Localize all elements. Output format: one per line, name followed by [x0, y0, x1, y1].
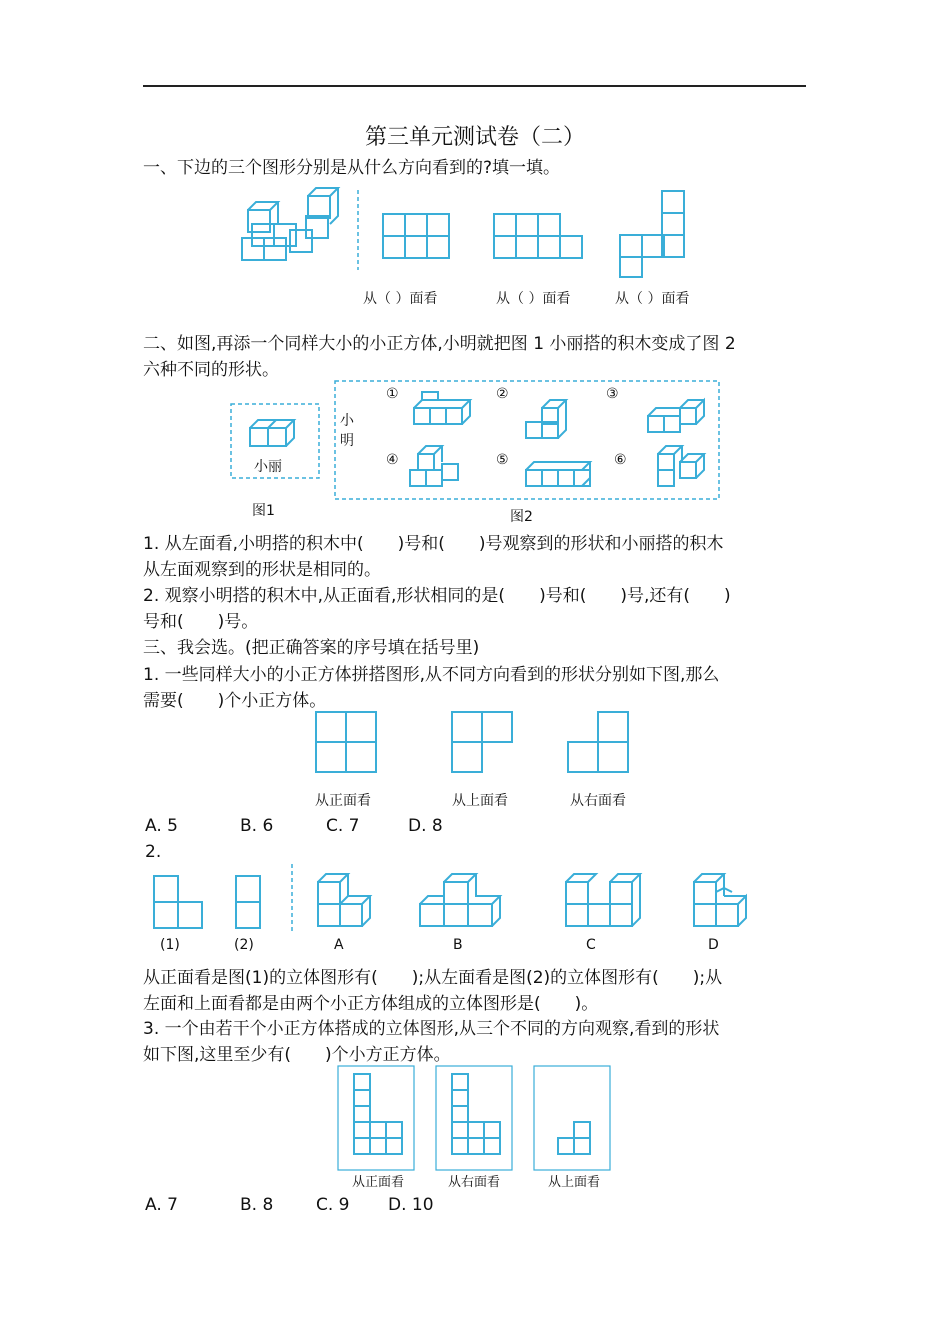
- q3-caption-3: 从上面看: [548, 1175, 601, 1190]
- s3-q2-line2: 左面和上面看都是由两个小正方体组成的立体图形是( )。: [143, 994, 599, 1014]
- q3-caption-1: 从正面看: [352, 1175, 405, 1190]
- q1-caption-3: 从右面看: [570, 793, 626, 809]
- q2-fig-label-d: D: [708, 937, 719, 953]
- section1-figures: [236, 186, 716, 278]
- section3-heading: 三、我会选。(把正确答案的序号填在括号里): [143, 638, 480, 658]
- q2-fig-label-a: A: [334, 937, 344, 953]
- q1-top-view: [452, 712, 512, 772]
- q1-front-view: [316, 712, 376, 772]
- s3-q1-views: [310, 708, 640, 778]
- section2-figures: [228, 378, 724, 502]
- top-rule: [143, 85, 806, 87]
- xiaoming-shape-5: [526, 462, 590, 486]
- s2-q2-line2: 号和( )号。: [143, 612, 259, 632]
- q2-fig-label-b: B: [453, 937, 463, 953]
- q3-option-b: B. 8: [240, 1195, 274, 1215]
- xiaoming-shape-2: [526, 400, 566, 438]
- view-3: [620, 191, 684, 277]
- q2-fig-label-1: (1): [160, 937, 180, 953]
- fig1-label: 图1: [252, 503, 275, 519]
- marker-3: ③: [606, 386, 619, 402]
- view-2: [494, 214, 582, 258]
- marker-6: ⑥: [614, 452, 627, 468]
- q1-option-c: C. 7: [326, 816, 360, 836]
- xiaoming-label-2: 明: [340, 433, 354, 449]
- s1-caption-1: 从（ ）面看: [363, 291, 438, 307]
- q3-right-view: [452, 1074, 500, 1154]
- s1-caption-3: 从（ ）面看: [615, 291, 690, 307]
- s3-q3-views: [336, 1064, 616, 1172]
- q3-caption-2: 从右面看: [448, 1175, 501, 1190]
- q2-fig-label-c: C: [586, 937, 596, 953]
- s3-q3-line2: 如下图,这里至少有( )个小方正方体。: [143, 1045, 451, 1065]
- q2-solid-c: [566, 874, 640, 926]
- q2-solid-b: [420, 874, 500, 926]
- s3-q2-figures: [146, 862, 756, 934]
- q3-front-view: [354, 1074, 402, 1154]
- page-title: 第三单元测试卷（二）: [364, 125, 585, 150]
- marker-1: ①: [386, 386, 399, 402]
- q2-view-2: [236, 876, 260, 928]
- cube-stack-figure: [242, 188, 338, 260]
- xiaoming-shape-6: [658, 446, 704, 486]
- q2-solid-a: [318, 874, 370, 926]
- q3-option-d: D. 10: [388, 1195, 434, 1215]
- xiaoming-label-1: 小: [340, 413, 354, 429]
- s2-q1-line1: 1. 从左面看,小明搭的积木中( )号和( )号观察到的形状和小丽搭的积木: [143, 534, 724, 554]
- s1-caption-2: 从（ ）面看: [496, 291, 571, 307]
- fig2-label: 图2: [510, 509, 533, 525]
- section2-line1: 二、如图,再添一个同样大小的小正方体,小明就把图 1 小丽搭的积木变成了图 2: [143, 334, 736, 354]
- xiaoming-shape-4: [410, 446, 458, 486]
- q1-option-a: A. 5: [145, 816, 178, 836]
- s2-q2-line1: 2. 观察小明搭的积木中,从正面看,形状相同的是( )号和( )号,还有( ): [143, 586, 731, 606]
- q3-top-view: [558, 1122, 590, 1154]
- q3-option-a: A. 7: [145, 1195, 178, 1215]
- q1-right-view: [568, 712, 628, 772]
- q1-caption-2: 从上面看: [452, 793, 508, 809]
- s3-q1-line2: 需要( )个小正方体。: [143, 691, 327, 711]
- xiaoli-cubes: [250, 420, 294, 446]
- q2-label: 2.: [145, 842, 162, 862]
- marker-4: ④: [386, 452, 399, 468]
- q1-caption-1: 从正面看: [315, 793, 371, 809]
- marker-5: ⑤: [496, 452, 509, 468]
- s3-q1-line1: 1. 一些同样大小的小正方体拼搭图形,从不同方向看到的形状分别如下图,那么: [143, 665, 720, 685]
- s2-q1-line2: 从左面观察到的形状是相同的。: [143, 560, 381, 580]
- s3-q3-line1: 3. 一个由若干个小正方体搭成的立体图形,从三个不同的方向观察,看到的形状: [143, 1019, 720, 1039]
- xiaoming-shape-1: [414, 392, 470, 424]
- view-1: [383, 214, 449, 258]
- q3-option-c: C. 9: [316, 1195, 350, 1215]
- section1-heading: 一、下边的三个图形分别是从什么方向看到的?填一填。: [143, 158, 561, 178]
- q2-fig-label-2: (2): [234, 937, 254, 953]
- marker-2: ②: [496, 386, 509, 402]
- xiaoli-label: 小丽: [254, 459, 282, 475]
- q1-option-d: D. 8: [408, 816, 443, 836]
- q1-option-b: B. 6: [240, 816, 274, 836]
- q2-view-1: [154, 876, 202, 928]
- s3-q2-line1: 从正面看是图(1)的立体图形有( );从左面看是图(2)的立体图形有( );从: [143, 968, 723, 988]
- section2-line2: 六种不同的形状。: [143, 360, 279, 380]
- q2-solid-d: [694, 874, 746, 926]
- xiaoming-shape-3: [648, 400, 704, 432]
